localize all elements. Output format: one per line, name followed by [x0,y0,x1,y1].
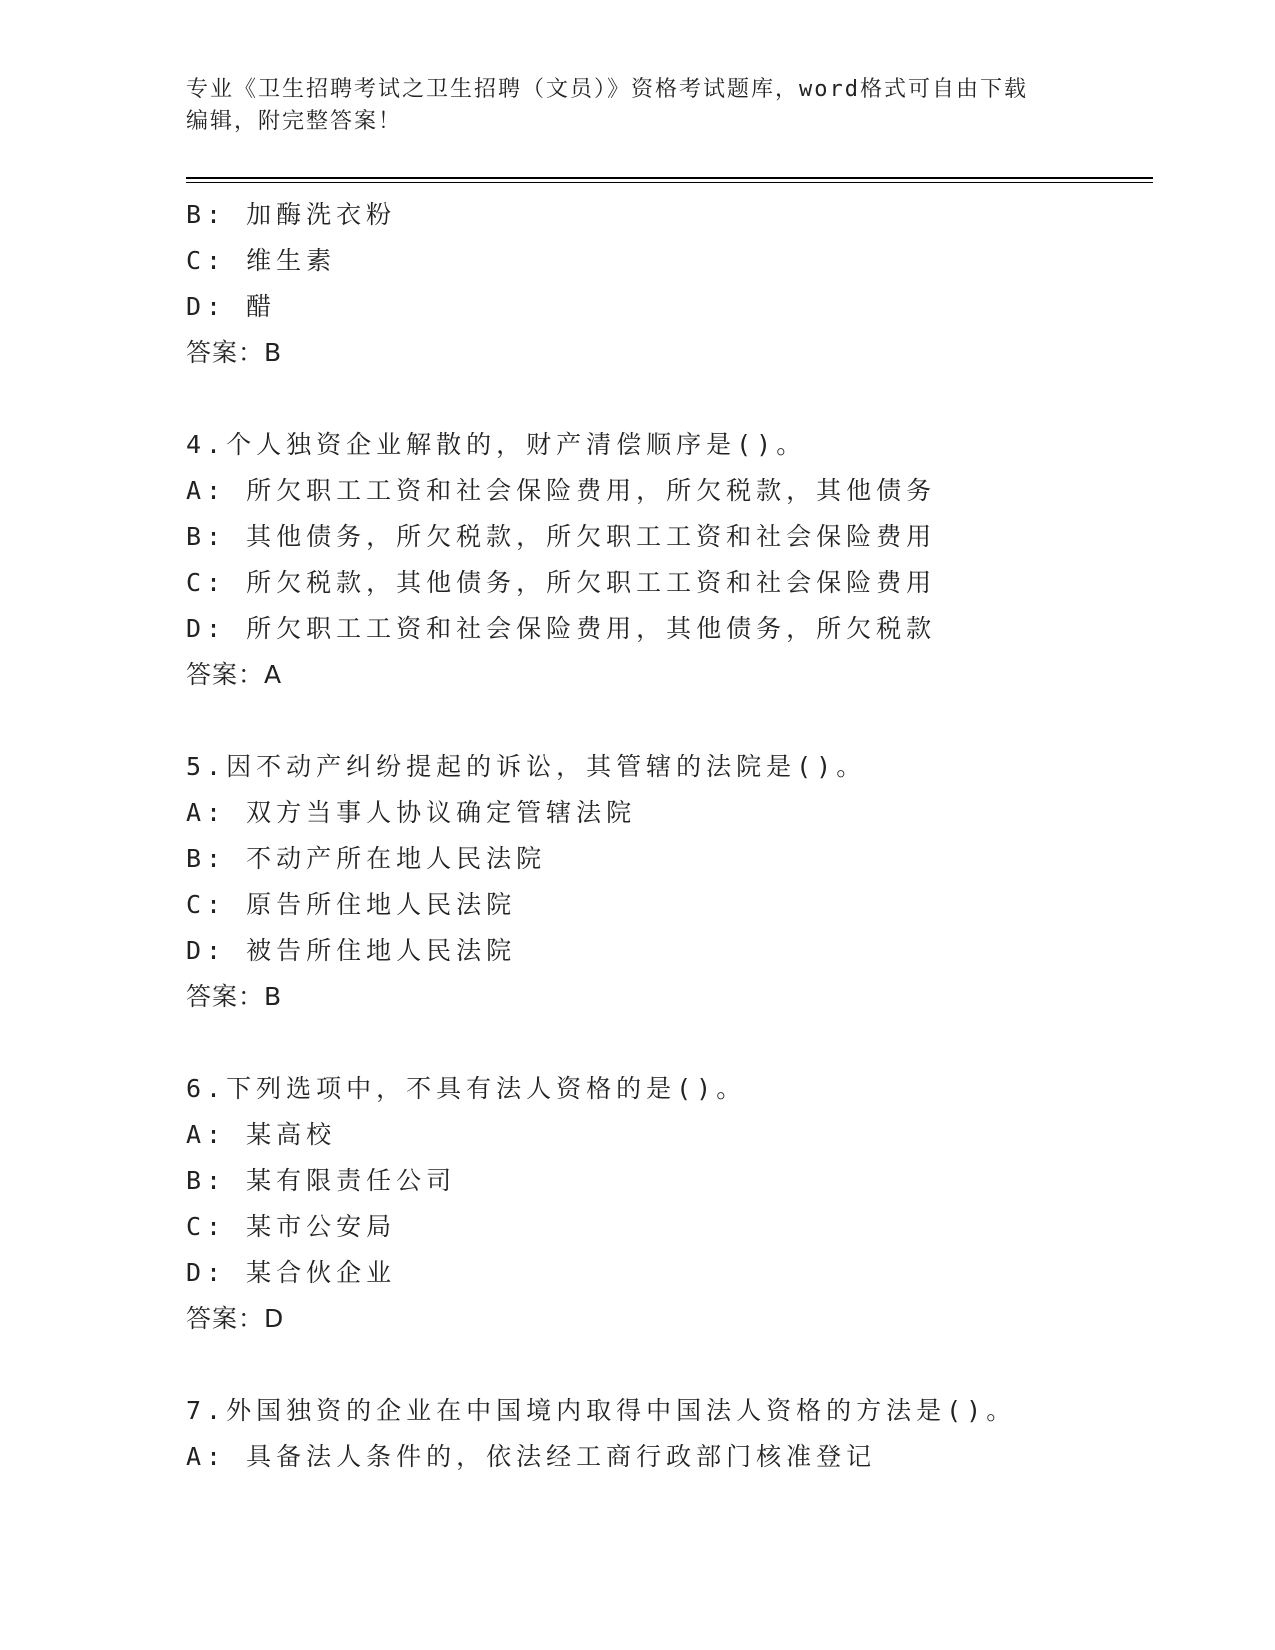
question-6 [186,1066,1146,1342]
answer: 答案：B [186,982,283,1011]
option-d: D: 醋 [186,292,277,321]
answer: 答案：B [186,338,283,367]
spacer [186,1020,1146,1066]
question-3-tail [186,192,1146,376]
option-c: C: 原告所住地人民法院 [186,890,517,919]
question-stem: 7.外国独资的企业在中国境内取得中国法人资格的方法是()。 [186,1396,1017,1425]
option-d: D: 被告所住地人民法院 [186,936,517,965]
option-c: C: 所欠税款，其他债务，所欠职工工资和社会保险费用 [186,568,937,597]
spacer [186,1342,1146,1388]
header-line-1: 专业《卫生招聘考试之卫生招聘（文员）》资格考试题库，word格式可自由下载 [186,77,1028,102]
option-b: B: 不动产所在地人民法院 [186,844,547,873]
option-b: B: 某有限责任公司 [186,1166,457,1195]
question-7 [186,1388,1146,1480]
question-content [186,192,1146,1480]
option-a: A: 双方当事人协议确定管辖法院 [186,798,637,827]
option-a: A: 某高校 [186,1120,337,1149]
question-4 [186,422,1146,698]
question-stem: 4.个人独资企业解散的，财产清偿顺序是()。 [186,430,807,459]
spacer [186,376,1146,422]
question-stem: 5.因不动产纠纷提起的诉讼，其管辖的法院是()。 [186,752,867,781]
option-a: A: 具备法人条件的，依法经工商行政部门核准登记 [186,1442,877,1471]
question-5 [186,744,1146,1020]
spacer [186,698,1146,744]
option-d: D: 某合伙企业 [186,1258,397,1287]
header-rule-thin [186,182,1153,183]
option-d: D: 所欠职工工资和社会保险费用，其他债务，所欠税款 [186,614,937,643]
option-c: C: 维生素 [186,246,337,275]
document-header [186,74,1086,138]
header-line-2: 编辑，附完整答案！ [186,109,403,134]
option-c: C: 某市公安局 [186,1212,397,1241]
header-rule-thick [186,177,1153,179]
answer: 答案：A [186,660,283,689]
option-a: A: 所欠职工工资和社会保险费用，所欠税款，其他债务 [186,476,937,505]
option-b: B: 其他债务，所欠税款，所欠职工工资和社会保险费用 [186,522,937,551]
answer: 答案：D [186,1304,285,1333]
question-stem: 6.下列选项中，不具有法人资格的是()。 [186,1074,747,1103]
option-b: B: 加酶洗衣粉 [186,200,397,229]
